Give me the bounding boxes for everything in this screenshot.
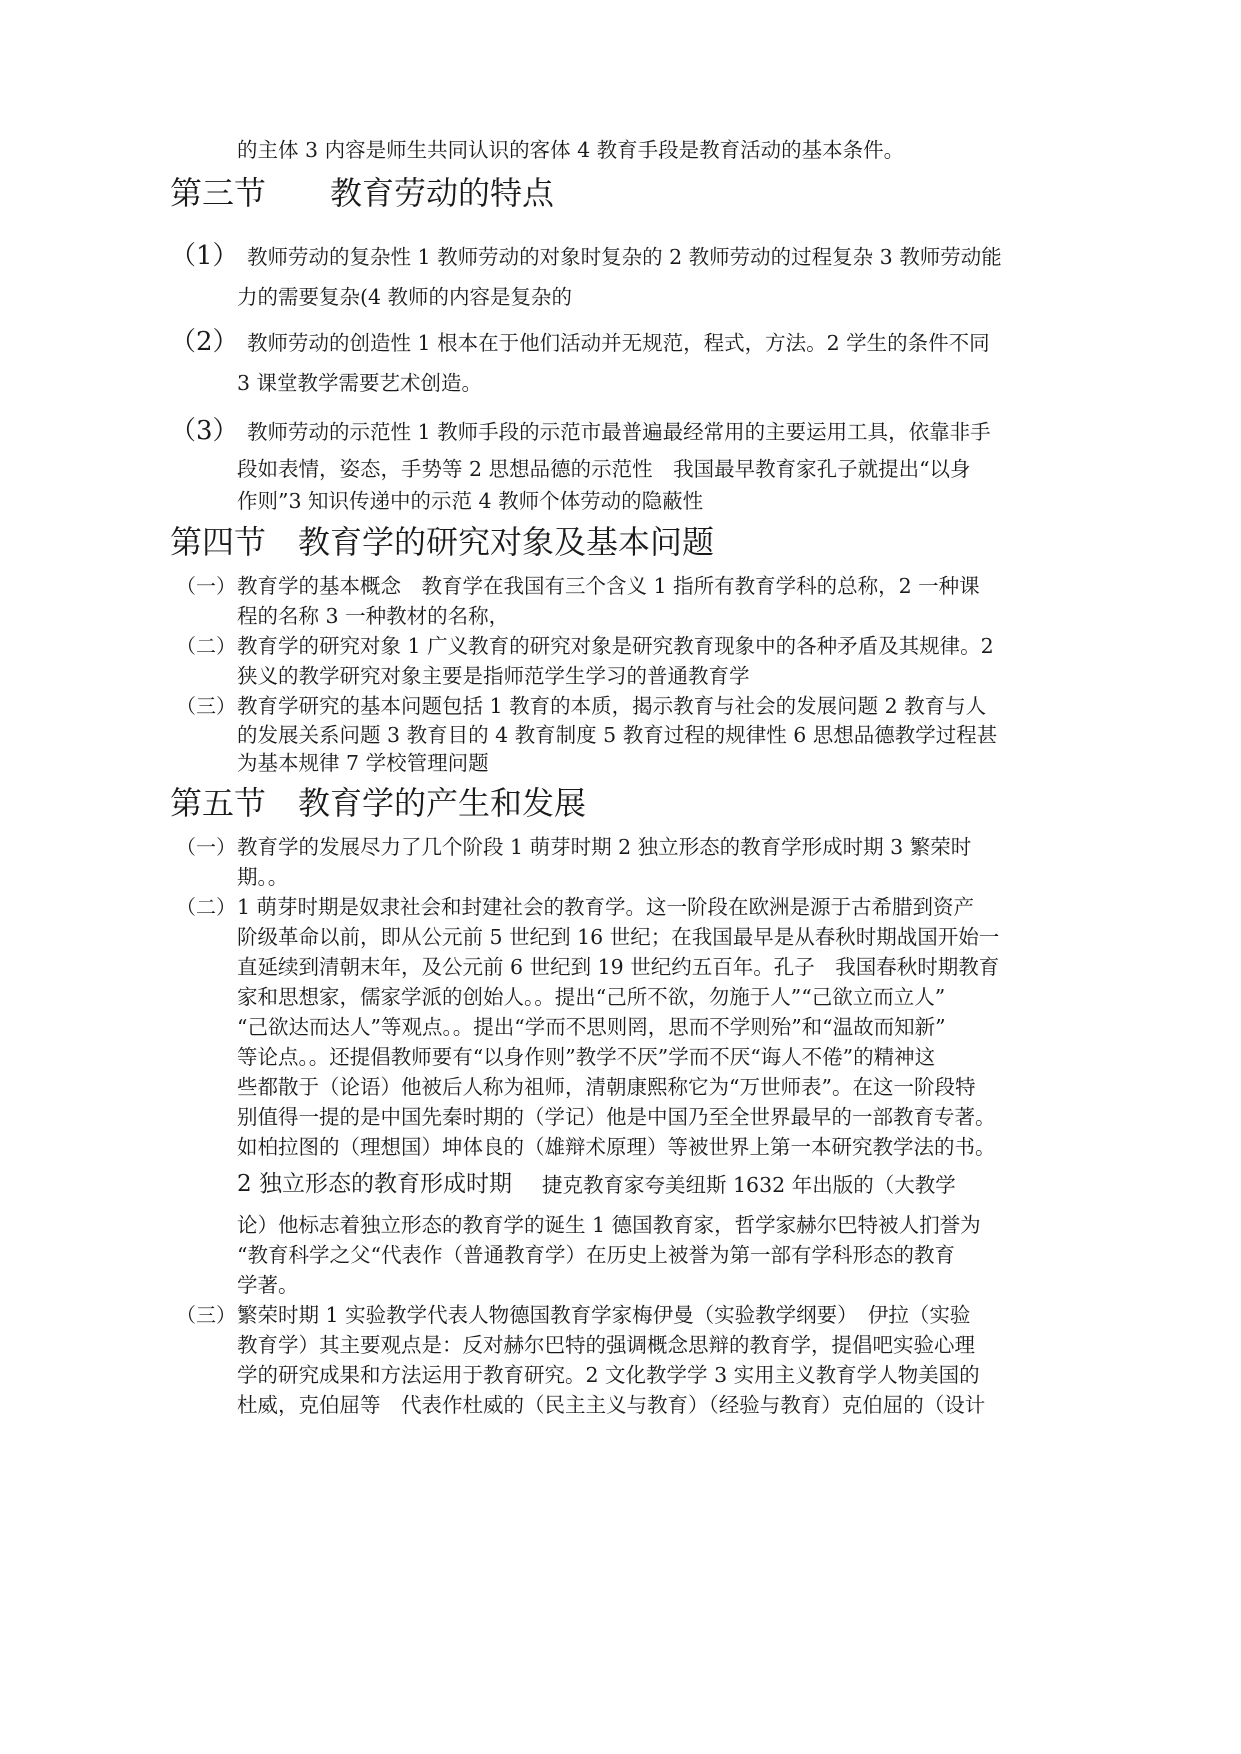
list-item-line: 狭义的教学研究对象主要是指师范学生学习的普通教育学 [237, 664, 750, 688]
list-marker: （一） [176, 835, 236, 859]
list-item-line: 如柏拉图的（理想国）坤体良的（雄辩术原理）等被世界上第一本研究教学法的书。 [237, 1135, 996, 1159]
section4-heading: 第四节 教育学的研究对象及基本问题 [170, 523, 715, 561]
list-item-line: 别值得一提的是中国先秦时期的（学记）他是中国乃至全世界最早的一部教育专著。 [237, 1105, 996, 1129]
list-item-line: “己欲达而达人”等观点。。提出“学而不思则罔，思而不学则殆”和“温故而知新” [237, 1015, 946, 1039]
list-marker: （2） [170, 327, 239, 357]
list-item-line: 教育学的基本概念 教育学在我国有三个含义 1 指所有教育学科的总称，2 一种课 [237, 574, 980, 598]
list-item-line: 3 课堂教学需要艺术创造。 [237, 371, 483, 395]
list-item-line: 教育学研究的基本问题包括 1 教育的本质，揭示教育与社会的发展问题 2 教育与人 [237, 694, 987, 718]
subsection-line: “教育科学之父“代表作（普通教育学）在历史上被誉为第一部有学科形态的教育 [237, 1243, 955, 1267]
section3-heading: 第三节 教育劳动的特点 [170, 174, 555, 212]
section5-heading: 第五节 教育学的产生和发展 [170, 784, 587, 822]
list-item-line: 些都散于（论语）他被后人称为祖师，清朝康熙称它为“万世师表”。在这一阶段特 [237, 1075, 976, 1099]
list-item-line: 杜威，克伯屈等 代表作杜威的（民主主义与教育）（经验与教育）克伯屈的（设计 [237, 1393, 986, 1417]
list-item-line: 家和思想家，儒家学派的创始人。。提出“己所不欲，勿施于人”“己欲立而立人” [237, 985, 946, 1009]
list-marker: （二） [176, 895, 236, 919]
list-marker: （三） [176, 694, 236, 718]
list-item-line: 阶级革命以前，即从公元前 5 世纪到 16 世纪；在我国最早是从春秋时期战国开始一 [237, 925, 1000, 949]
list-marker: （3） [170, 416, 239, 446]
subsection-title: 2 独立形态的教育形成时期 [237, 1171, 512, 1197]
list-item-line: 学的研究成果和方法运用于教育研究。2 文化教学学 3 实用主义教育学人物美国的 [237, 1363, 980, 1387]
list-marker: （三） [176, 1303, 236, 1327]
list-item-line: 的发展关系问题 3 教育目的 4 教育制度 5 教育过程的规律性 6 思想品德教学过程甚 [237, 723, 998, 747]
list-item-line: 力的需要复杂(4 教师的内容是复杂的 [237, 285, 573, 309]
list-item-line: 教师劳动的创造性 1 根本在于他们活动并无规范，程式，方法。2 学生的条件不同 [247, 331, 990, 355]
list-item-line: 段如表情，姿态，手势等 2 思想品德的示范性 我国最早教育家孔子就提出“以身 [237, 457, 971, 481]
list-item-line: 教育学）其主要观点是：反对赫尔巴特的强调概念思辩的教育学，提倡吧实验心理 [237, 1333, 975, 1357]
list-item-line: 期。。 [237, 865, 289, 889]
list-item-line: 教育学的研究对象 1 广义教育的研究对象是研究教育现象中的各种矛盾及其规律。2 [237, 634, 994, 658]
subsection-line: 学著。 [237, 1273, 299, 1297]
list-marker: （一） [176, 574, 236, 598]
list-marker: （二） [176, 634, 236, 658]
list-item-line: 教育学的发展尽力了几个阶段 1 萌芽时期 2 独立形态的教育学形成时期 3 繁荣时 [237, 835, 972, 859]
list-item-line: 作则”3 知识传递中的示范 4 教师个体劳动的隐蔽性 [237, 489, 704, 513]
list-item-line: 教师劳动的复杂性 1 教师劳动的对象时复杂的 2 教师劳动的过程复杂 3 教师劳动能 [247, 245, 1002, 269]
list-item-line: 为基本规律 7 学校管理问题 [237, 751, 489, 775]
intro-line: 的主体 3 内容是师生共同认识的客体 4 教育手段是教育活动的基本条件。 [237, 138, 905, 162]
list-marker: （1） [170, 241, 239, 271]
subsection-line: 捷克教育家夸美纽斯 1632 年出版的（大教学 [542, 1173, 956, 1197]
list-item-line: 繁荣时期 1 实验教学代表人物德国教育学家梅伊曼（实验教学纲要） 伊拉（实验 [237, 1303, 971, 1327]
list-item-line: 程的名称 3 一种教材的名称， [237, 604, 510, 628]
list-item-line: 教师劳动的示范性 1 教师手段的示范市最普遍最经常用的主要运用工具，依靠非手 [247, 420, 991, 444]
subsection-line: 论）他标志着独立形态的教育学的诞生 1 德国教育家，哲学家赫尔巴特被人扪誉为 [237, 1213, 981, 1237]
list-item-line: 1 萌芽时期是奴隶社会和封建社会的教育学。这一阶段在欧洲是源于古希腊到资产 [237, 895, 975, 919]
list-item-line: 直延续到清朝末年，及公元前 6 世纪到 19 世纪约五百年。孔子 我国春秋时期教育 [237, 955, 1000, 979]
list-item-line: 等论点。。还提倡教师要有“以身作则”教学不厌”学而不厌“诲人不倦”的精神这 [237, 1045, 936, 1069]
